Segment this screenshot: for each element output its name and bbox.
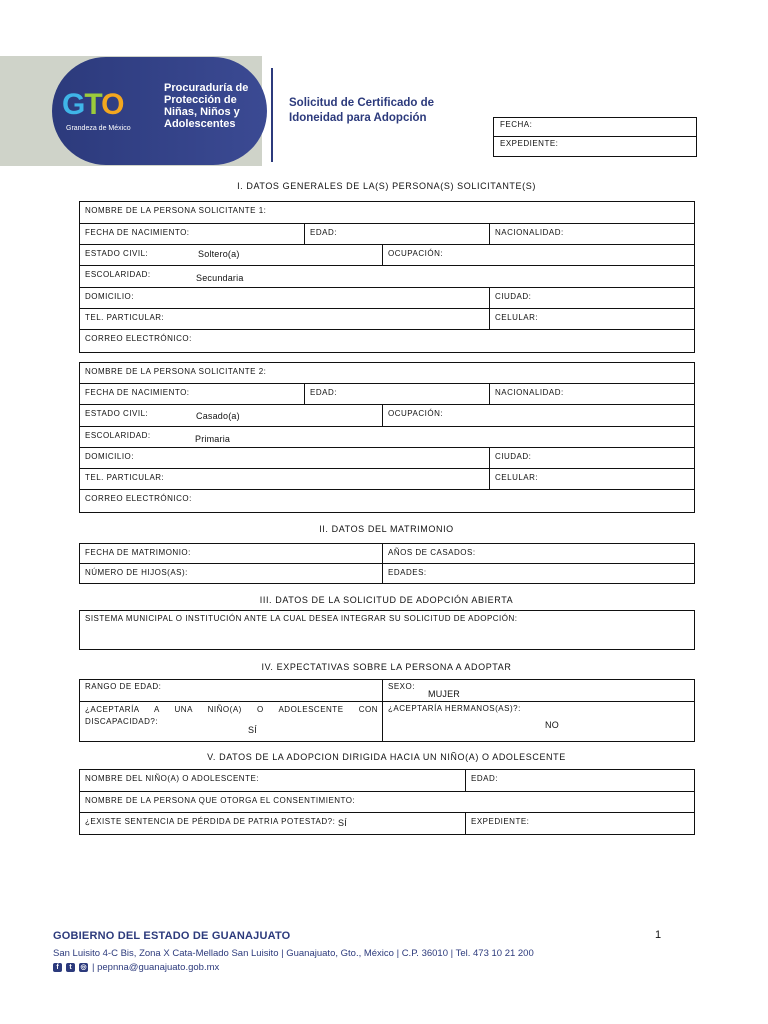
- fecha-nacimiento-1-field[interactable]: FECHA DE NACIMIENTO:: [85, 228, 190, 237]
- ocupacion-1-field[interactable]: OCUPACIÓN:: [382, 245, 694, 265]
- ciudad-1-field[interactable]: CIUDAD:: [489, 288, 694, 308]
- table-row: [80, 813, 694, 834]
- section-2-title: II. DATOS DEL MATRIMONIO: [319, 524, 454, 534]
- fecha-matrimonio-field[interactable]: FECHA DE MATRIMONIO:: [85, 548, 191, 557]
- escolaridad-1-value: Secundaria: [196, 273, 244, 283]
- solicitante-2-table: [79, 362, 695, 513]
- ocupacion-2-field[interactable]: OCUPACIÓN:: [382, 405, 694, 426]
- edad-2-field[interactable]: EDAD:: [304, 384, 489, 404]
- sentencia-field[interactable]: [80, 813, 465, 834]
- estado-civil-1-value: Soltero(a): [198, 249, 240, 259]
- fecha-expediente-box: [493, 117, 697, 157]
- section-4-title: IV. EXPECTATIVAS SOBRE LA PERSONA A ADOPTAR: [261, 662, 512, 672]
- domicilio-2-field[interactable]: DOMICILIO:: [85, 452, 135, 461]
- edad-1-field[interactable]: EDAD:: [304, 224, 489, 244]
- document-title: Solicitud de Certificado de Idoneidad para Adopción: [289, 97, 435, 124]
- fecha-field[interactable]: FECHA:: [494, 118, 696, 137]
- sistema-municipal-field[interactable]: SISTEMA MUNICIPAL O INSTITUCIÓN ANTE LA CUAL DESEA INTEGRAR SU SOLICITUD DE ADOPCIÓN:: [85, 614, 518, 623]
- estado-civil-1-field[interactable]: [80, 245, 382, 265]
- nombre-1-field[interactable]: NOMBRE DE LA PERSONA SOLICITANTE 1:: [85, 206, 267, 215]
- nombre-2-field[interactable]: NOMBRE DE LA PERSONA SOLICITANTE 2:: [85, 367, 267, 376]
- nacionalidad-2-field[interactable]: NACIONALIDAD:: [489, 384, 694, 404]
- footer-social: [53, 962, 219, 973]
- table-row: [80, 702, 694, 741]
- table-row: [80, 448, 694, 469]
- page-number: 1: [655, 929, 662, 941]
- rango-edad-field[interactable]: RANGO DE EDAD:: [85, 682, 162, 691]
- expectativas-table: [79, 679, 695, 742]
- table-row: [80, 384, 694, 405]
- nacionalidad-1-field[interactable]: NACIONALIDAD:: [489, 224, 694, 244]
- section-1-title: I. DATOS GENERALES DE LA(S) PERSONA(S) SOLICITANTE(S): [237, 181, 536, 191]
- ciudad-2-field[interactable]: CIUDAD:: [489, 448, 694, 468]
- estado-civil-2-field[interactable]: [80, 405, 382, 426]
- instagram-icon[interactable]: ◎: [80, 964, 87, 971]
- tel-particular-2-field[interactable]: TEL. PARTICULAR:: [85, 473, 165, 482]
- matrimonio-table: [79, 543, 695, 584]
- logo-mark: GTO: [62, 88, 124, 121]
- table-row: [80, 266, 694, 288]
- celular-1-field[interactable]: CELULAR:: [489, 309, 694, 329]
- table-row: [80, 330, 694, 352]
- footer-address: San Luisito 4-C Bis, Zona X Cata-Mellado San Luisito | Guanajuato, Gto., México | C.P. 36010 | Tel. 473 10 21 200: [53, 948, 534, 959]
- hermanos-label: ¿ACEPTARÍA HERMANOS(AS)?:: [388, 704, 521, 713]
- edades-field[interactable]: EDADES:: [382, 564, 694, 583]
- discapacidad-field[interactable]: [80, 702, 382, 741]
- table-row: [80, 680, 694, 702]
- escolaridad-1-field[interactable]: [80, 266, 694, 287]
- fecha-nacimiento-2-field[interactable]: FECHA DE NACIMIENTO:: [85, 388, 190, 397]
- escolaridad-2-label: ESCOLARIDAD:: [85, 431, 151, 440]
- estado-civil-2-label: ESTADO CIVIL:: [85, 409, 149, 418]
- estado-civil-1-label: ESTADO CIVIL:: [85, 249, 149, 258]
- table-row: [80, 490, 694, 512]
- sexo-value: MUJER: [428, 689, 460, 699]
- table-row: [80, 770, 694, 792]
- table-row: [80, 202, 694, 224]
- table-row: [80, 427, 694, 448]
- sexo-field[interactable]: [382, 680, 694, 701]
- numero-hijos-field[interactable]: NÚMERO DE HIJOS(AS):: [85, 568, 188, 577]
- hermanos-value: NO: [545, 720, 559, 730]
- discapacidad-label: ¿ACEPTARÍA A UNA NIÑO(A) O ADOLESCENTE CON DISCAPACIDAD?:: [85, 705, 378, 726]
- escolaridad-2-value: Primaria: [195, 434, 231, 444]
- section-5-title: V. DATOS DE LA ADOPCION DIRIGIDA HACIA UN NIÑO(A) O ADOLESCENTE: [207, 752, 566, 762]
- section-3-title: III. DATOS DE LA SOLICITUD DE ADOPCIÓN ABIERTA: [259, 595, 514, 605]
- footer-government: GOBIERNO DEL ESTADO DE GUANAJUATO: [53, 930, 291, 942]
- celular-2-field[interactable]: CELULAR:: [489, 469, 694, 489]
- adopcion-dirigida-table: [79, 769, 695, 835]
- tel-particular-1-field[interactable]: TEL. PARTICULAR:: [85, 313, 165, 322]
- table-row: [80, 792, 694, 813]
- table-row: [80, 564, 694, 583]
- nombre-nino-field[interactable]: NOMBRE DEL NIÑO(A) O ADOLESCENTE:: [85, 774, 260, 783]
- sexo-label: SEXO:: [388, 682, 415, 691]
- table-row: [80, 469, 694, 490]
- sentencia-label: ¿EXISTE SENTENCIA DE PÉRDIDA DE PATRIA POTESTAD?:: [85, 817, 336, 826]
- correo-2-field[interactable]: CORREO ELECTRÓNICO:: [85, 494, 192, 503]
- table-row: [80, 363, 694, 384]
- footer-email[interactable]: | pepnna@guanajuato.gob.mx: [92, 962, 220, 973]
- escolaridad-1-label: ESCOLARIDAD:: [85, 270, 151, 279]
- solicitud-abierta-table: [79, 610, 695, 650]
- discapacidad-value: SÍ: [248, 725, 257, 735]
- table-row: [80, 309, 694, 330]
- logo-tagline: Grandeza de México: [66, 125, 131, 132]
- expediente-nino-field[interactable]: EXPEDIENTE:: [465, 813, 694, 834]
- solicitante-1-table: [79, 201, 695, 353]
- hermanos-field[interactable]: [382, 702, 694, 741]
- escolaridad-2-field[interactable]: [80, 427, 694, 447]
- table-row: [80, 405, 694, 427]
- estado-civil-2-value: Casado(a): [196, 411, 240, 421]
- anos-casados-field[interactable]: AÑOS DE CASADOS:: [382, 544, 694, 563]
- sentencia-value: SÍ: [338, 818, 347, 828]
- edad-nino-field[interactable]: EDAD:: [465, 770, 694, 791]
- expediente-field[interactable]: EXPEDIENTE:: [500, 139, 559, 148]
- logo-org-name: Procuraduría de Protección de Niñas, Niños y Adolescentes: [164, 82, 249, 130]
- domicilio-1-field[interactable]: DOMICILIO:: [85, 292, 135, 301]
- table-row: [80, 288, 694, 309]
- correo-1-field[interactable]: CORREO ELECTRÓNICO:: [85, 334, 192, 343]
- header-divider: [271, 68, 273, 162]
- consentimiento-field[interactable]: NOMBRE DE LA PERSONA QUE OTORGA EL CONSENTIMIENTO:: [85, 796, 356, 805]
- table-row: [80, 245, 694, 266]
- twitter-icon[interactable]: t: [66, 963, 75, 972]
- facebook-icon[interactable]: f: [53, 963, 62, 972]
- table-row: [80, 224, 694, 245]
- table-row: [80, 544, 694, 564]
